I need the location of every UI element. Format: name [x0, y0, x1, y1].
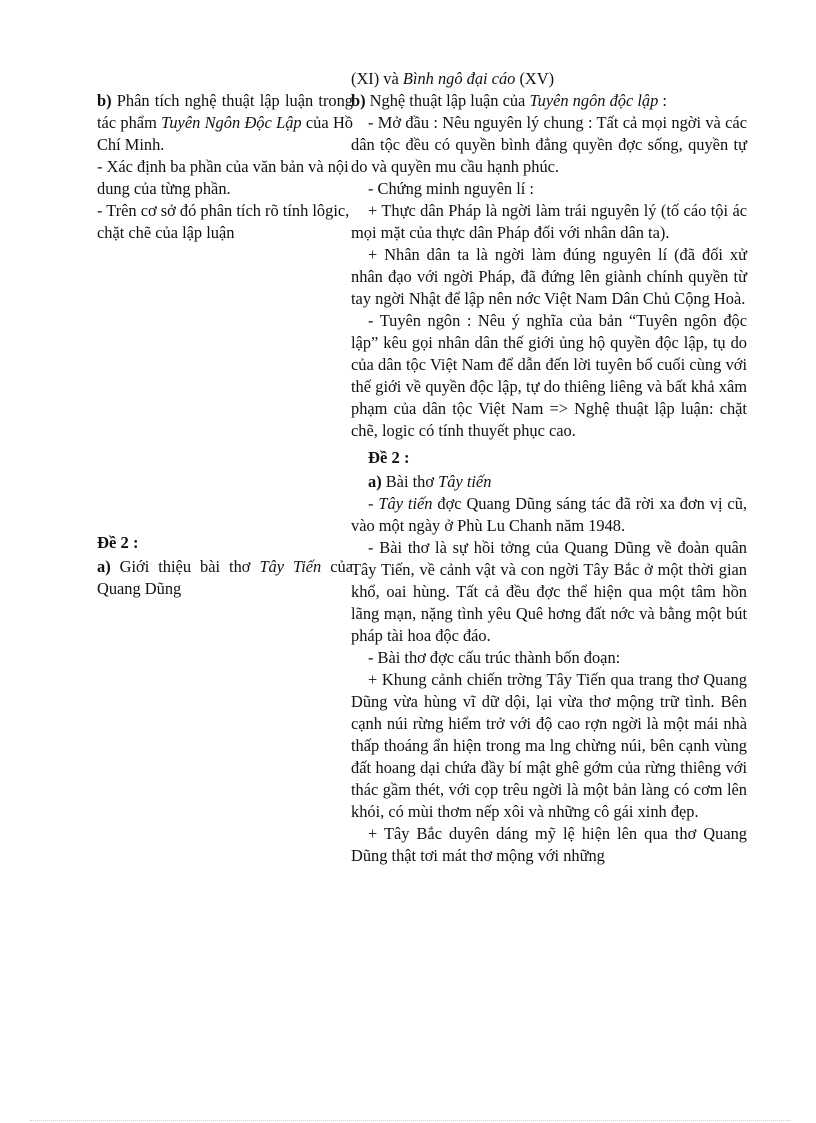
- right-q-paragraph-3: - Bài thơ đợc cấu trúc thành bốn đoạn:: [368, 648, 621, 667]
- left-de2-heading: Đề 2 :: [97, 533, 139, 552]
- right-a-label: a): [368, 472, 382, 491]
- left-item-2: - Trên cơ sở đó phân tích rõ tính lôgic, chặt chẽ của lập luận: [97, 201, 350, 242]
- right-b-heading: [351, 90, 747, 112]
- right-paragraph-5: - Tuyên ngôn : Nêu ý nghĩa của bản “Tuyên ngôn độc lập” kêu gọi nhân dân thế giới ủng hộ quyền độc lập, tụ do của dân tộc Việt Nam để dẫn đến lời tuyên bố cuối cùng với thế giới về quyền độc lập, tự do thiêng liêng và bất khả xâm phạm của dân tộc Việt Nam => Nghệ thuật lập luận: chặt chẽ, logic có tính thuyết phục cao.: [351, 311, 747, 440]
- right-a-text: Bài thơ: [381, 472, 439, 491]
- right-paragraph-2: - Chứng minh nguyên lí :: [368, 179, 534, 198]
- right-q1-title: Tây tiến: [378, 494, 433, 513]
- left-a-title: Tây Tiến: [259, 557, 322, 576]
- right-q1-dash: -: [368, 494, 379, 513]
- left-b-title: Tuyên Ngôn Độc Lập: [161, 113, 302, 132]
- left-de2-block: [97, 532, 353, 600]
- bottom-divider: [30, 1120, 790, 1121]
- left-b-text2: của Hồ Chí Minh.: [97, 113, 353, 154]
- right-top-line: [351, 68, 747, 90]
- right-column: [351, 68, 747, 867]
- right-q-paragraph-5: + Tây Bắc duyên dáng mỹ lệ hiện lên qua thơ Quang Dũng thật tơi mát thơ mộng với những: [351, 824, 747, 865]
- right-q-paragraph-1: [351, 493, 747, 537]
- left-b-label: b): [97, 91, 112, 110]
- left-column: [97, 90, 353, 244]
- left-a-label: a): [97, 557, 111, 576]
- right-b-text: Nghệ thuật lập luận của: [365, 91, 530, 110]
- right-b-label: b): [351, 91, 366, 110]
- left-b-text1: Phân tích nghệ thuật lập luận trong tác phẩm: [97, 91, 353, 132]
- right-top-pre: (XI) và: [351, 69, 403, 88]
- right-top-title: Bình ngô đại cáo: [402, 69, 516, 88]
- right-paragraph-3: + Thực dân Pháp là ngời làm trái nguyên lý (tố cáo tội ác mọi mặt của thực dân Pháp đối với nhân dân ta).: [351, 201, 747, 242]
- right-a-title: Tây tiến: [438, 472, 492, 491]
- right-q-paragraph-2: - Bài thơ là sự hồi tởng của Quang Dũng về đoàn quân Tây Tiến, về cảnh vật và con ngời Tây Bắc ở một thời gian khổ, oai hùng. Tất cả đều đợc thể hiện qua một tâm hồn lãng mạn, nặng tình yêu Quê hơng đất nớc và bằng một bút pháp tài hoa độc đáo.: [351, 538, 747, 645]
- left-item-1: - Xác định ba phần của văn bản và nội dung của từng phần.: [97, 157, 349, 198]
- right-paragraph-1: - Mở đầu : Nêu nguyên lý chung : Tất cả mọi ngời và các dân tộc đều có quyền bình đẳng quyền đợc sống, quyền tự do và quyền mu cầu hạnh phúc.: [351, 113, 747, 176]
- right-b-colon: :: [658, 91, 667, 110]
- right-b-title: Tuyên ngôn độc lập: [529, 91, 659, 110]
- left-a-text2: của Quang Dũng: [97, 557, 353, 598]
- left-a-text1: Giới thiệu bài thơ: [110, 557, 260, 576]
- right-de2-heading: Đề 2 :: [368, 448, 410, 467]
- right-paragraph-4: + Nhân dân ta là ngời làm đúng nguyên lí (đã đối xử nhân đạo với ngời Pháp, đã đứng lên giành chính quyền từ tay ngời Nhật để lập nên nớc Việt Nam Dân Chủ Cộng Hoà.: [351, 245, 747, 308]
- right-q-paragraph-4: + Khung cảnh chiến trờng Tây Tiến qua trang thơ Quang Dũng vừa hùng vĩ dữ dội, lại vừa thơ mộng trữ tình. Bên cạnh núi rừng hiểm trở với độ cao rợn ngời là một mái nhà thấp thoáng ẩn hiện trong ma lng chừng núi, bên cạnh vùng đất hoang dại chứa đầy bí mật ghê gớm của rừng thiêng với thác gầm thét, với cọp trêu ngời là một bản làng có cơm lên khói, có mùi thơm nếp xôi và những cô gái xinh đẹp.: [351, 670, 747, 821]
- right-q1-text: đợc Quang Dũng sáng tác đã rời xa đơn vị cũ, vào một ngày ở Phù Lu Chanh năm 1948.: [351, 494, 748, 535]
- right-top-post: (XV): [515, 69, 555, 88]
- left-b-paragraph: [97, 90, 353, 156]
- right-a-heading: [351, 471, 747, 493]
- left-a-paragraph: [97, 556, 353, 600]
